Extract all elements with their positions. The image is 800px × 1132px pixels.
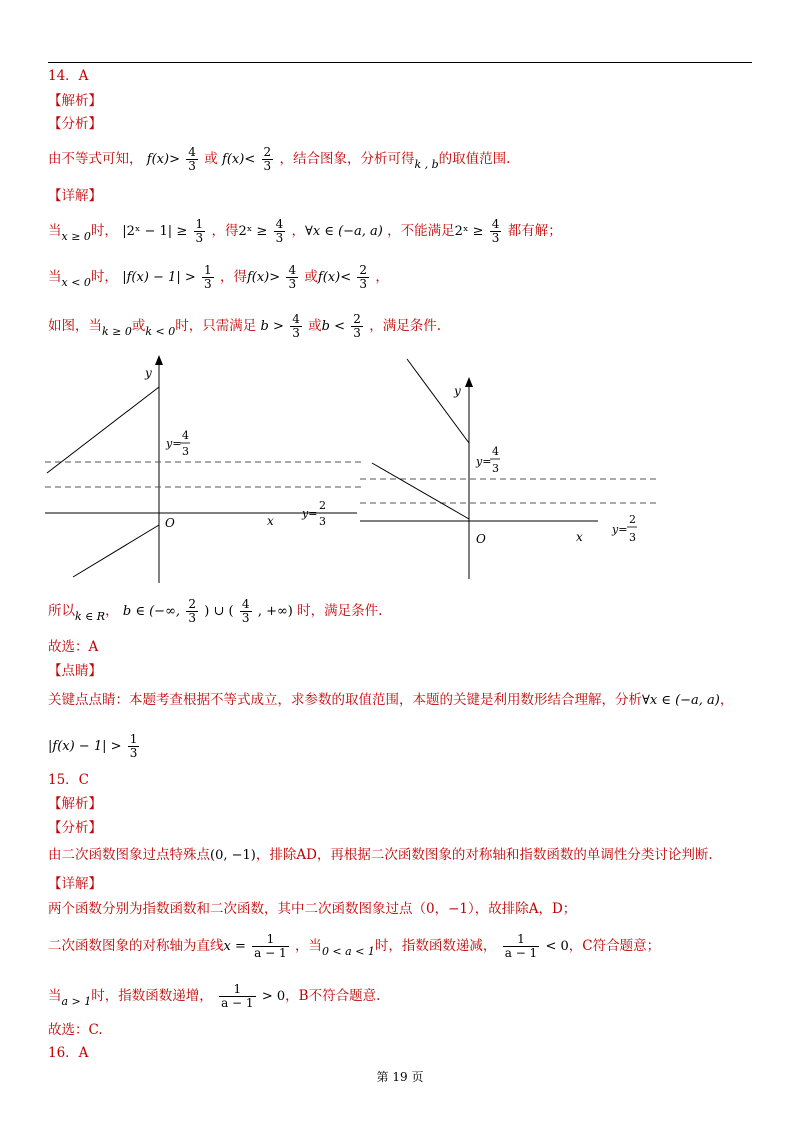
svg-text:2: 2 [629,513,636,526]
y-label: y [145,366,152,380]
x-label: x [576,530,583,544]
q14-dianjing-formula: |f(x) − 1| > $\frac{1}{3}$ [48,732,138,760]
page-number: 第 19 页 [376,1070,424,1084]
q14-dianjing-text: 关键点点睛：本题考查根据不等式成立，求参数的取值范围，本题的关键是利用数形结合理解，分析∀x ∈ (−a, a)， [48,692,734,708]
graph-left [45,355,365,583]
svg-text:3: 3 [319,515,326,528]
svg-text:3: 3 [492,462,499,475]
q15-answer: 故选：C. [48,1022,103,1038]
q14-xiangjie: 【详解】 [48,188,102,204]
q15-fenxi-text: 由二次函数图象过点特殊点(0, −1)，排除AD，再根据二次函数图象的对称轴和指数函数的单调性分类讨论判断. [48,847,713,863]
q14-fenxi: 【分析】 [48,116,102,132]
q14-detail-line1: 当$_{x \ge 0}$时， |2ˣ − 1| ≥ $\frac{1}{3}$ ，得2ˣ ≥ $\frac{4}{3}$ ，∀x ∈ (−a, a) ，不能满足2ˣ ≥ $\frac{4}{3}$ 都有解； [48,217,562,245]
svg-text:2: 2 [319,499,326,512]
header-rule [48,62,752,63]
q15-detail-line1: 两个函数分别为指数函数和二次函数，其中二次函数图象过点（0，−1），故排除A，D； [48,901,577,917]
q14-dianjing: 【点睛】 [48,663,102,679]
q15-detail-line2: 二次函数图象的对称轴为直线x = $\frac{1}{a - 1}$ ，当$_{0 < a < 1}$时，指数函数递减， $\frac{1}{a - 1}$ < 0，C符合题意； [48,932,661,960]
svg-text:3: 3 [629,531,636,544]
graph-right [360,355,670,583]
q14-heading: 14．A [48,68,89,84]
q14-conclusion: 所以$_{k \in R}$， b ∈ (−∞, $\frac{2}{3}$ ) ∪ ( $\frac{4}{3}$ , +∞) 时，满足条件. [48,597,383,625]
svg-text:4: 4 [492,445,499,458]
q14-detail-line2: 当$_{x < 0}$时， |f(x) − 1| > $\frac{1}{3}$ ，得f(x)> $\frac{4}{3}$ 或f(x)< $\frac{2}{3}$ ， [48,263,389,291]
graph-line-lower [73,525,159,577]
q14-answer: 故选：A [48,639,99,655]
label-y-eq-top: y= [476,455,492,468]
q15-xiangjie: 【详解】 [48,876,102,892]
origin-label: O [165,516,175,530]
y-label: y [454,384,461,398]
svg-text:3: 3 [182,445,189,458]
q15-detail-line3: 当$_{a > 1}$时，指数函数递增， $\frac{1}{a - 1}$ > 0，B不符合题意. [48,982,381,1010]
label-y-eq-bottom: y= [612,523,628,536]
graph-line-upper [407,359,469,443]
svg-text:4: 4 [182,429,189,442]
origin-label: O [476,532,486,546]
q14-jiexi: 【解析】 [48,93,102,109]
graph-line-lower [372,463,469,519]
q15-heading: 15．C [48,772,90,788]
q14-detail-line3: 如图，当$_{k \ge 0}$或$_{k < 0}$时，只需满足 b > $\frac{4}{3}$ 或b < $\frac{2}{3}$ ，满足条件. [48,312,442,340]
q16-heading: 16．A [48,1045,89,1061]
x-label: x [267,514,274,528]
q15-fenxi: 【分析】 [48,820,102,836]
y-axis-arrow [155,355,163,365]
graph-line-upper [47,387,159,473]
y-axis-arrow [465,377,473,387]
q15-jiexi: 【解析】 [48,796,102,812]
q14-fenxi-text: 由不等式可知， f(x)> $\frac{4}{3}$ 或 f(x)< $\frac{2}{3}$ ，结合图象，分析可得$_{k , b}$的取值范围. [48,145,511,173]
label-y-eq-top: y= [166,437,182,450]
label-y-eq-bottom: y= [302,507,318,520]
